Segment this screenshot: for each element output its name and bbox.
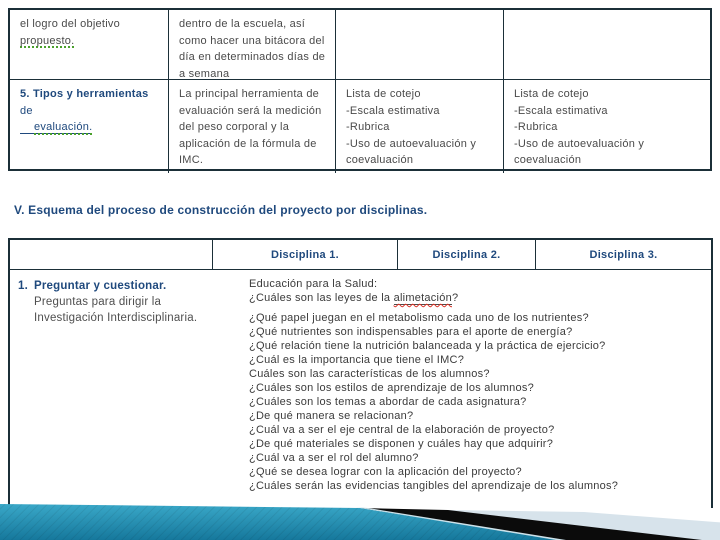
list-line: -Escala estimativa bbox=[514, 104, 608, 117]
header-disciplina-1: Disciplina 1. bbox=[212, 240, 397, 269]
question-line: ¿Qué nutrientes son indispensables para el aporte de energía? bbox=[249, 326, 573, 338]
disciplines-table-body bbox=[10, 270, 711, 508]
questions-list bbox=[249, 311, 701, 493]
question-line: ¿Cuáles serán las evidencias tangibles del aprendizaje de los alumnos? bbox=[249, 480, 619, 492]
step-item bbox=[18, 279, 233, 326]
list-line: -Uso de autoevaluación y coevaluación bbox=[514, 137, 645, 166]
question-line: ¿Cuál va a ser el rol del alumno? bbox=[249, 452, 419, 464]
header-disciplina-3: Disciplina 3. bbox=[535, 240, 711, 269]
question-line: ¿De qué manera se relacionan? bbox=[249, 410, 414, 422]
list-line: -Rubrica bbox=[346, 121, 390, 133]
cell-text: el logro del objetivo bbox=[20, 18, 121, 30]
cell-herramienta-principal bbox=[168, 79, 335, 173]
cell-text: dentro de la escuela, así como hacer una bitácora del día en determinados días de a semana bbox=[179, 18, 326, 80]
header-empty-cell bbox=[10, 240, 212, 269]
question-text: ? bbox=[451, 292, 459, 304]
cell-empty-2 bbox=[503, 10, 710, 79]
list-line: Lista de cotejo bbox=[346, 88, 421, 100]
cell-objective-continuation bbox=[10, 10, 168, 79]
question-line: ¿Qué se desea lograr con la aplicación del proyecto? bbox=[249, 466, 522, 478]
cell-text: La principal herramienta de evaluación será la medición del peso corporal y la aplicación de la fórmula de IMC. bbox=[179, 88, 322, 166]
evaluation-table bbox=[8, 8, 712, 171]
question-text: ¿Cuáles son las leyes de la bbox=[249, 292, 394, 304]
cell-empty-1 bbox=[335, 10, 503, 79]
list-line: Lista de cotejo bbox=[514, 88, 589, 100]
question-line: ¿Cuáles son los temas a abordar de cada asignatura? bbox=[249, 396, 527, 408]
question-line: ¿Cuáles son los estilos de aprendizaje de los alumnos? bbox=[249, 382, 534, 394]
question-line: ¿De qué materiales se disponen y cuáles hay que adquirir? bbox=[249, 438, 554, 450]
disciplines-table bbox=[8, 238, 713, 508]
step-subtitle: Preguntas para dirigir la Investigación Interdisciplinaria. bbox=[34, 296, 198, 324]
question-line bbox=[249, 291, 701, 305]
list-line: -Escala estimativa bbox=[346, 104, 440, 117]
list-line: -Uso de autoevaluación y coevaluación bbox=[346, 137, 477, 166]
header-disciplina-2: Disciplina 2. bbox=[397, 240, 535, 269]
cell-school-bitacora bbox=[168, 10, 335, 79]
question-line: Cuáles son las características de los alumnos? bbox=[249, 368, 490, 380]
grammar-marked-word: evaluación. bbox=[20, 121, 92, 134]
row-label-bold: 5. Tipos y herramientas bbox=[20, 88, 149, 100]
grammar-marked-word: propuesto. bbox=[20, 34, 75, 47]
question-line: ¿Cuál es la importancia que tiene el IMC? bbox=[249, 354, 465, 366]
question-line: ¿Qué relación tiene la nutrición balanceada y la práctica de ejercicio? bbox=[249, 340, 606, 352]
spellcheck-marked-word: alimetación bbox=[393, 292, 452, 304]
cell-tipos-herramientas bbox=[10, 79, 168, 173]
disciplines-table-header bbox=[10, 240, 711, 270]
step-number: 1. bbox=[18, 280, 28, 292]
slide-footer-decoration bbox=[0, 500, 720, 540]
question-line: ¿Qué papel juegan en el metabolismo cada uno de los nutrientes? bbox=[249, 312, 589, 324]
cell-lista-cotejo-1 bbox=[335, 79, 503, 173]
questions-block bbox=[249, 277, 701, 493]
question-line: ¿Cuál va a ser el eje central de la elaboración de proyecto? bbox=[249, 424, 555, 436]
content-heading: Educación para la Salud: bbox=[249, 278, 378, 290]
step-title: Preguntar y cuestionar. bbox=[34, 280, 167, 292]
section-heading: V. Esquema del proceso de construcción del proyecto por disciplinas. bbox=[14, 203, 428, 217]
row-label-normal: de bbox=[20, 104, 33, 117]
cell-lista-cotejo-2 bbox=[503, 79, 710, 173]
list-line: -Rubrica bbox=[514, 121, 558, 133]
